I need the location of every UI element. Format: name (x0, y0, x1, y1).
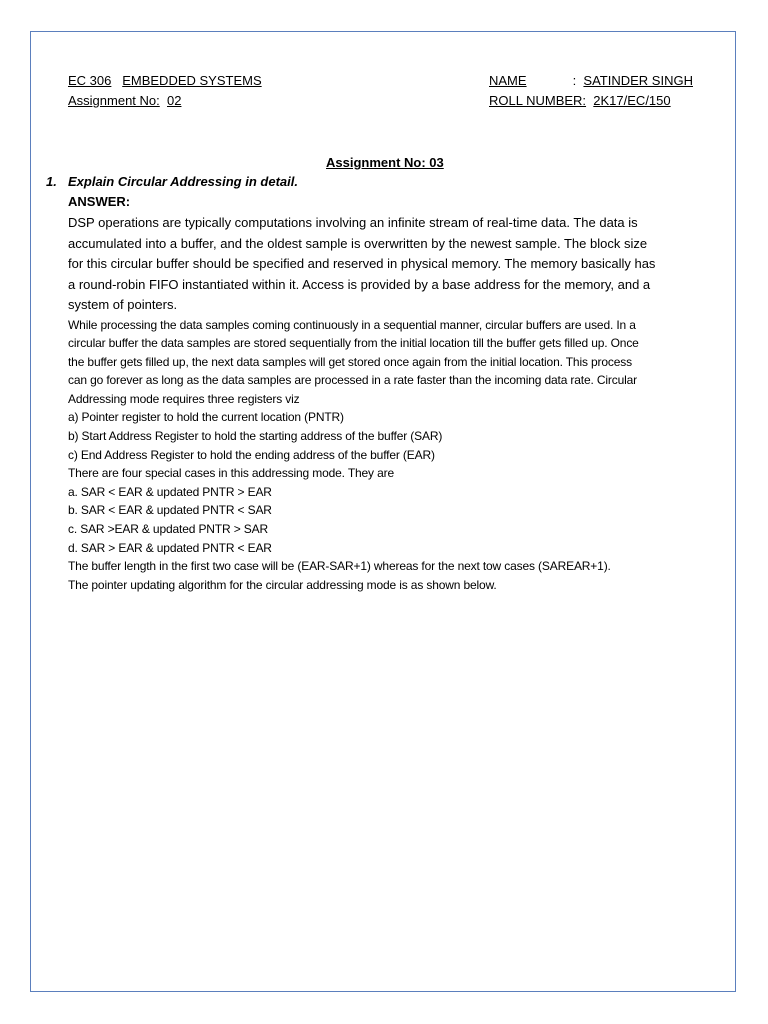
text-line: system of pointers. (68, 297, 178, 312)
name-value: SATINDER SINGH (583, 73, 693, 88)
assignment-line (68, 93, 181, 108)
text-line: While processing the data samples coming continuously in a sequential manner, circular buffers are used. In a (68, 317, 636, 332)
name-line (489, 73, 693, 88)
question-number: 1. (46, 174, 57, 189)
question-text: Explain Circular Addressing in detail. (68, 174, 298, 189)
answer-body (68, 213, 718, 594)
text-line: The buffer length in the first two case will be (EAR-SAR+1) whereas for the next tow cases (SAREAR+1). (68, 559, 611, 574)
text-line: circular buffer the data samples are stored sequentially from the initial location till the buffer gets filled up. Once (68, 336, 639, 351)
list-item: b) Start Address Register to hold the starting address of the buffer (SAR) (68, 429, 443, 444)
text-line: accumulated into a buffer, and the oldest sample is overwritten by the newest sample. The block size (68, 235, 648, 251)
list-item: c) End Address Register to hold the ending address of the buffer (EAR) (68, 447, 435, 462)
list-item: b. SAR < EAR & updated PNTR < SAR (68, 503, 272, 518)
roll-label: ROLL NUMBER: (489, 93, 587, 108)
roll-value: 2K17/EC/150 (593, 93, 671, 108)
paragraph-2 (68, 316, 718, 595)
text-line: Addressing mode requires three registers viz (68, 391, 300, 406)
text-line: There are four special cases in this addressing mode. They are (68, 466, 394, 481)
text-line: The pointer updating algorithm for the circular addressing mode is as shown below. (68, 577, 497, 592)
name-label: NAME (489, 73, 527, 88)
list-item: a) Pointer register to hold the current location (PNTR) (68, 410, 344, 425)
assignment-title: Assignment No: 03 (326, 155, 444, 170)
text-line: the buffer gets filled up, the next data samples will get stored once again from the initial location. This process (68, 354, 632, 369)
paragraph-1 (68, 213, 718, 316)
assignment-label: Assignment No: (68, 93, 160, 108)
text-line: DSP operations are typically computations involving an infinite stream of real-time data. The data is (68, 215, 638, 230)
course-line (68, 73, 262, 88)
list-item: a. SAR < EAR & updated PNTR > EAR (68, 484, 272, 499)
answer-label: ANSWER: (68, 194, 131, 209)
assignment-value: 02 (167, 93, 182, 108)
text-line: can go forever as long as the data samples are processed in a rate faster than the incoming data rate. Circular (68, 373, 638, 388)
course-code: EC 306 (68, 73, 112, 88)
course-name: EMBEDDED SYSTEMS (122, 73, 262, 88)
roll-line (489, 93, 671, 108)
text-line: for this circular buffer should be specified and reserved in physical memory. The memory basically has (68, 256, 656, 271)
list-item: c. SAR >EAR & updated PNTR > SAR (68, 522, 268, 537)
list-item: d. SAR > EAR & updated PNTR < EAR (68, 540, 272, 555)
text-line: a round-robin FIFO instantiated within it. Access is provided by a base address for the memory, and a (68, 276, 651, 292)
name-colon: : (572, 73, 577, 88)
